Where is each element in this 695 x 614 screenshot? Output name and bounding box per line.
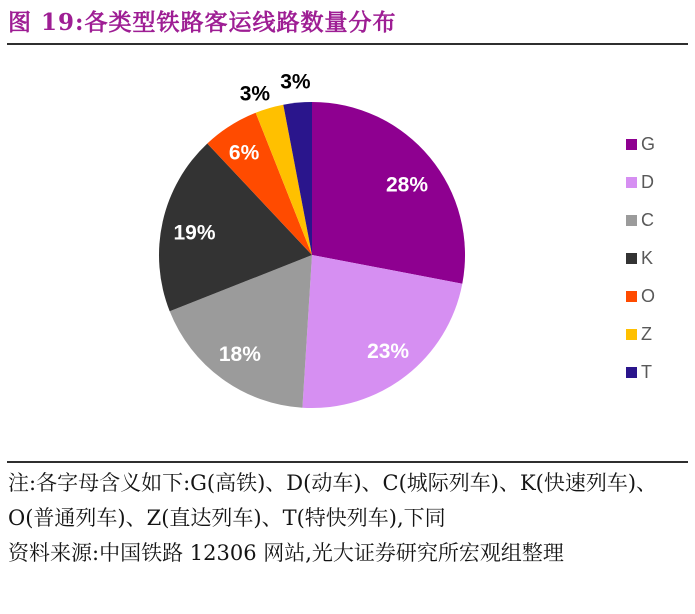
legend-item-D (626, 173, 655, 191)
legend-label-C: C (641, 210, 654, 230)
legend-item-K (626, 249, 655, 267)
figure-note: 注:各字母含义如下:G(高铁)、D(动车)、C(城际列车)、K(快速列车)、O(普通列车)、Z(直达列车)、T(特快列车),下同 (8, 471, 658, 530)
figure-title: 图 19:各类型铁路客运线路数量分布 (8, 9, 397, 36)
legend-label-K: K (641, 248, 654, 268)
pie-value-label-D: 23% (367, 339, 410, 363)
pie-chart-svg (0, 45, 695, 461)
legend-label-Z: Z (641, 324, 652, 344)
legend-swatch-K (626, 253, 637, 264)
pie-value-label-K: 19% (173, 221, 216, 245)
divider-bottom (7, 461, 688, 463)
legend-label-O: O (641, 286, 656, 306)
legend-label-T: T (641, 362, 652, 382)
pie-value-label-T: 3% (280, 70, 311, 94)
legend-swatch-T (626, 367, 637, 378)
figure-source: 资料来源:中国铁路 12306 网站,光大证券研究所宏观组整理 (8, 541, 564, 565)
pie-value-label-C: 18% (218, 343, 261, 366)
chart-legend (626, 135, 655, 381)
pie-value-label-O: 6% (228, 141, 260, 165)
legend-item-Z (626, 325, 655, 343)
legend-swatch-G (626, 139, 637, 150)
legend-swatch-O (626, 291, 637, 302)
legend-item-O (626, 287, 655, 305)
legend-label-D: D (641, 172, 654, 192)
pie-value-label-Z: 3% (239, 82, 271, 106)
legend-label-G: G (641, 134, 656, 154)
legend-swatch-Z (626, 329, 637, 340)
legend-item-T (626, 363, 655, 381)
legend-swatch-D (626, 177, 637, 188)
legend-item-G (626, 135, 655, 153)
pie-chart-area (0, 45, 695, 461)
pie-value-label-G: 28% (385, 173, 429, 197)
legend-item-C (626, 211, 655, 229)
legend-swatch-C (626, 215, 637, 226)
